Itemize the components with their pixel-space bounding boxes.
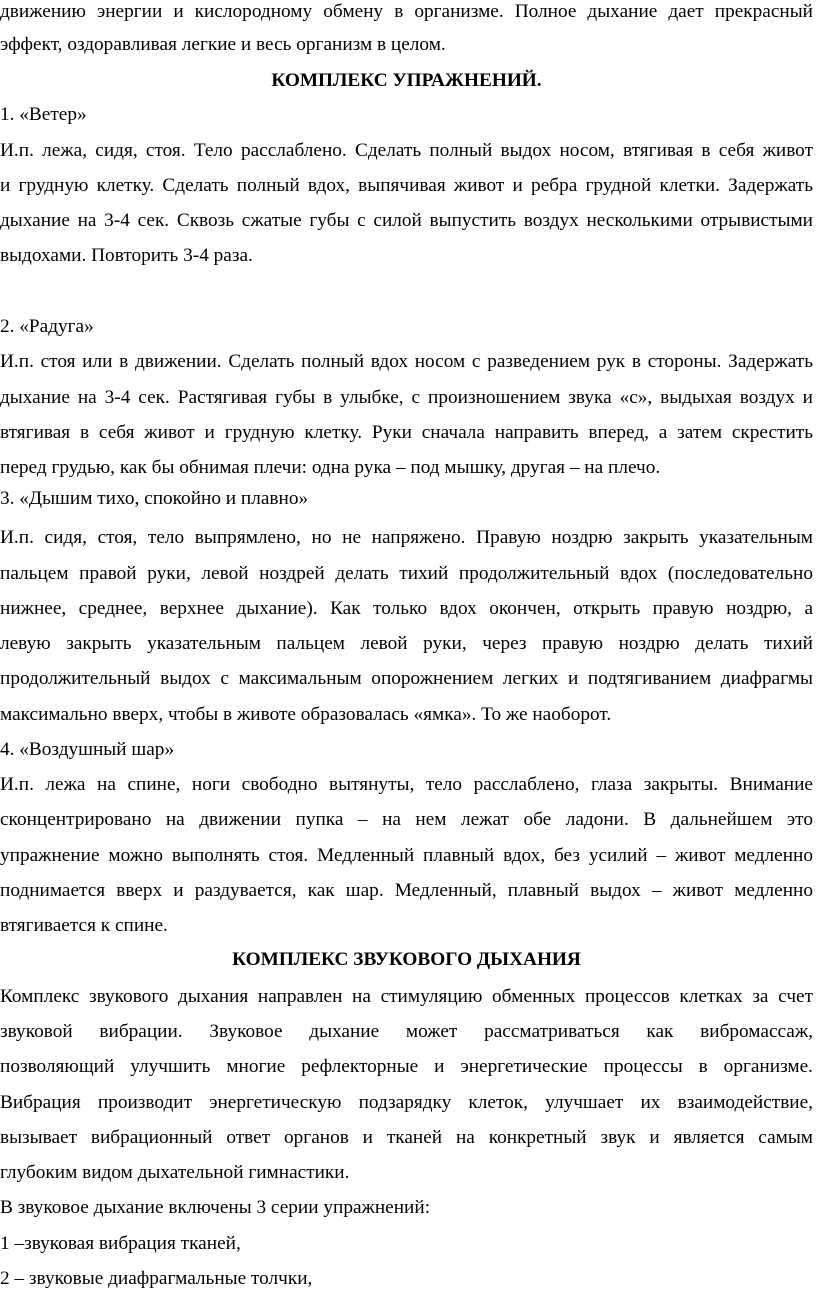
exercise-line: втягивая в себя живот и грудную клетку. Руки сначала направить вперед, а затем скрестить [0, 422, 813, 443]
exercise-line: сконцентрировано на движении пупка – на нем лежат обе ладони. В дальнейшем это [0, 809, 813, 830]
exercise-line: перед грудью, как бы обнимая плечи: одна рука – под мышку, другая – на плечо. [0, 457, 661, 478]
exercise-line: левую закрыть указательным пальцем левой руки, через правую ноздрю делать тихий [0, 633, 813, 654]
exercise-line: выдохами. Повторить 3-4 раза. [0, 245, 253, 266]
exercise-line: пальцем правой руки, левой ноздрей делать тихий продолжительный вдох (последовательно [0, 563, 813, 584]
exercise-line: втягивается к спине. [0, 915, 168, 936]
exercise-title: 4. «Воздушный шар» [0, 739, 175, 760]
paragraph-line: звуковой вибрации. Звуковое дыхание может рассматриваться как вибромассаж, [0, 1021, 813, 1042]
exercise-line: упражнение можно выполнять стоя. Медленный плавный вдох, без усилий – живот медленно [0, 845, 813, 866]
exercise-title: 2. «Радуга» [0, 316, 94, 337]
exercise-line: максимально вверх, чтобы в животе образовалась «ямка». То же наоборот. [0, 704, 612, 725]
exercise-line: поднимается вверх и раздувается, как шар. Медленный, плавный выдох – живот медленно [0, 880, 813, 901]
exercise-line: И.п. стоя или в движении. Сделать полный вдох носом с разведением рук в стороны. Задержать [0, 351, 813, 372]
exercise-line: дыхание на 3-4 сек. Сквозь сжатые губы с силой выпустить воздух несколькими отрывистыми [0, 210, 813, 231]
series-item: 2 – звуковые диафрагмальные толчки, [0, 1268, 313, 1289]
paragraph-line: позволяющий улучшить многие рефлекторные и энергетические процессы в организме. [0, 1056, 813, 1077]
exercise-line: И.п. лежа на спине, ноги свободно вытянуты, тело расслаблено, глаза закрыты. Внимание [0, 774, 813, 795]
paragraph-line: Вибрация производит энергетическую подзарядку клеток, улучшает их взаимодействие, [0, 1092, 813, 1113]
section-heading-sound-breathing: КОМПЛЕКС ЗВУКОВОГО ДЫХАНИЯ [232, 949, 581, 970]
exercise-line: продолжительный выдох с максимальным опорожнением легких и подтягиванием диафрагмы [0, 668, 813, 689]
paragraph-line: Комплекс звукового дыхания направлен на стимуляцию обменных процессов клетках за счет [0, 986, 813, 1007]
series-intro: В звуковое дыхание включены 3 серии упражнений: [0, 1197, 431, 1218]
exercise-line: И.п. лежа, сидя, стоя. Тело расслаблено. Сделать полный выдох носом, втягивая в себя живот [0, 140, 813, 161]
intro-line: эффект, оздоравливая легкие и весь организм в целом. [0, 34, 446, 55]
exercise-line: и грудную клетку. Сделать полный вдох, выпячивая живот и ребра грудной клетки. Задержать [0, 175, 813, 196]
exercise-title: 3. «Дышим тихо, спокойно и плавно» [0, 488, 309, 509]
series-item: 1 –звуковая вибрация тканей, [0, 1233, 241, 1254]
intro-line: движению энергии и кислородному обмену в организме. Полное дыхание дает прекрасный [0, 1, 813, 22]
exercise-title: 1. «Ветер» [0, 104, 87, 125]
section-heading-exercises: КОМПЛЕКС УПРАЖНЕНИЙ. [271, 70, 542, 91]
paragraph-line: глубоким видом дыхательной гимнастики. [0, 1162, 350, 1183]
exercise-line: И.п. сидя, стоя, тело выпрямлено, но не напряжено. Правую ноздрю закрыть указательным [0, 527, 813, 548]
paragraph-line: вызывает вибрационный ответ органов и тканей на конкретный звук и является самым [0, 1127, 813, 1148]
exercise-line: дыхание на 3-4 сек. Растягивая губы в улыбке, с произношением звука «с», выдыхая воздух и [0, 387, 813, 408]
exercise-line: нижнее, среднее, верхнее дыхание). Как только вдох окончен, открыть правую ноздрю, а [0, 598, 813, 619]
